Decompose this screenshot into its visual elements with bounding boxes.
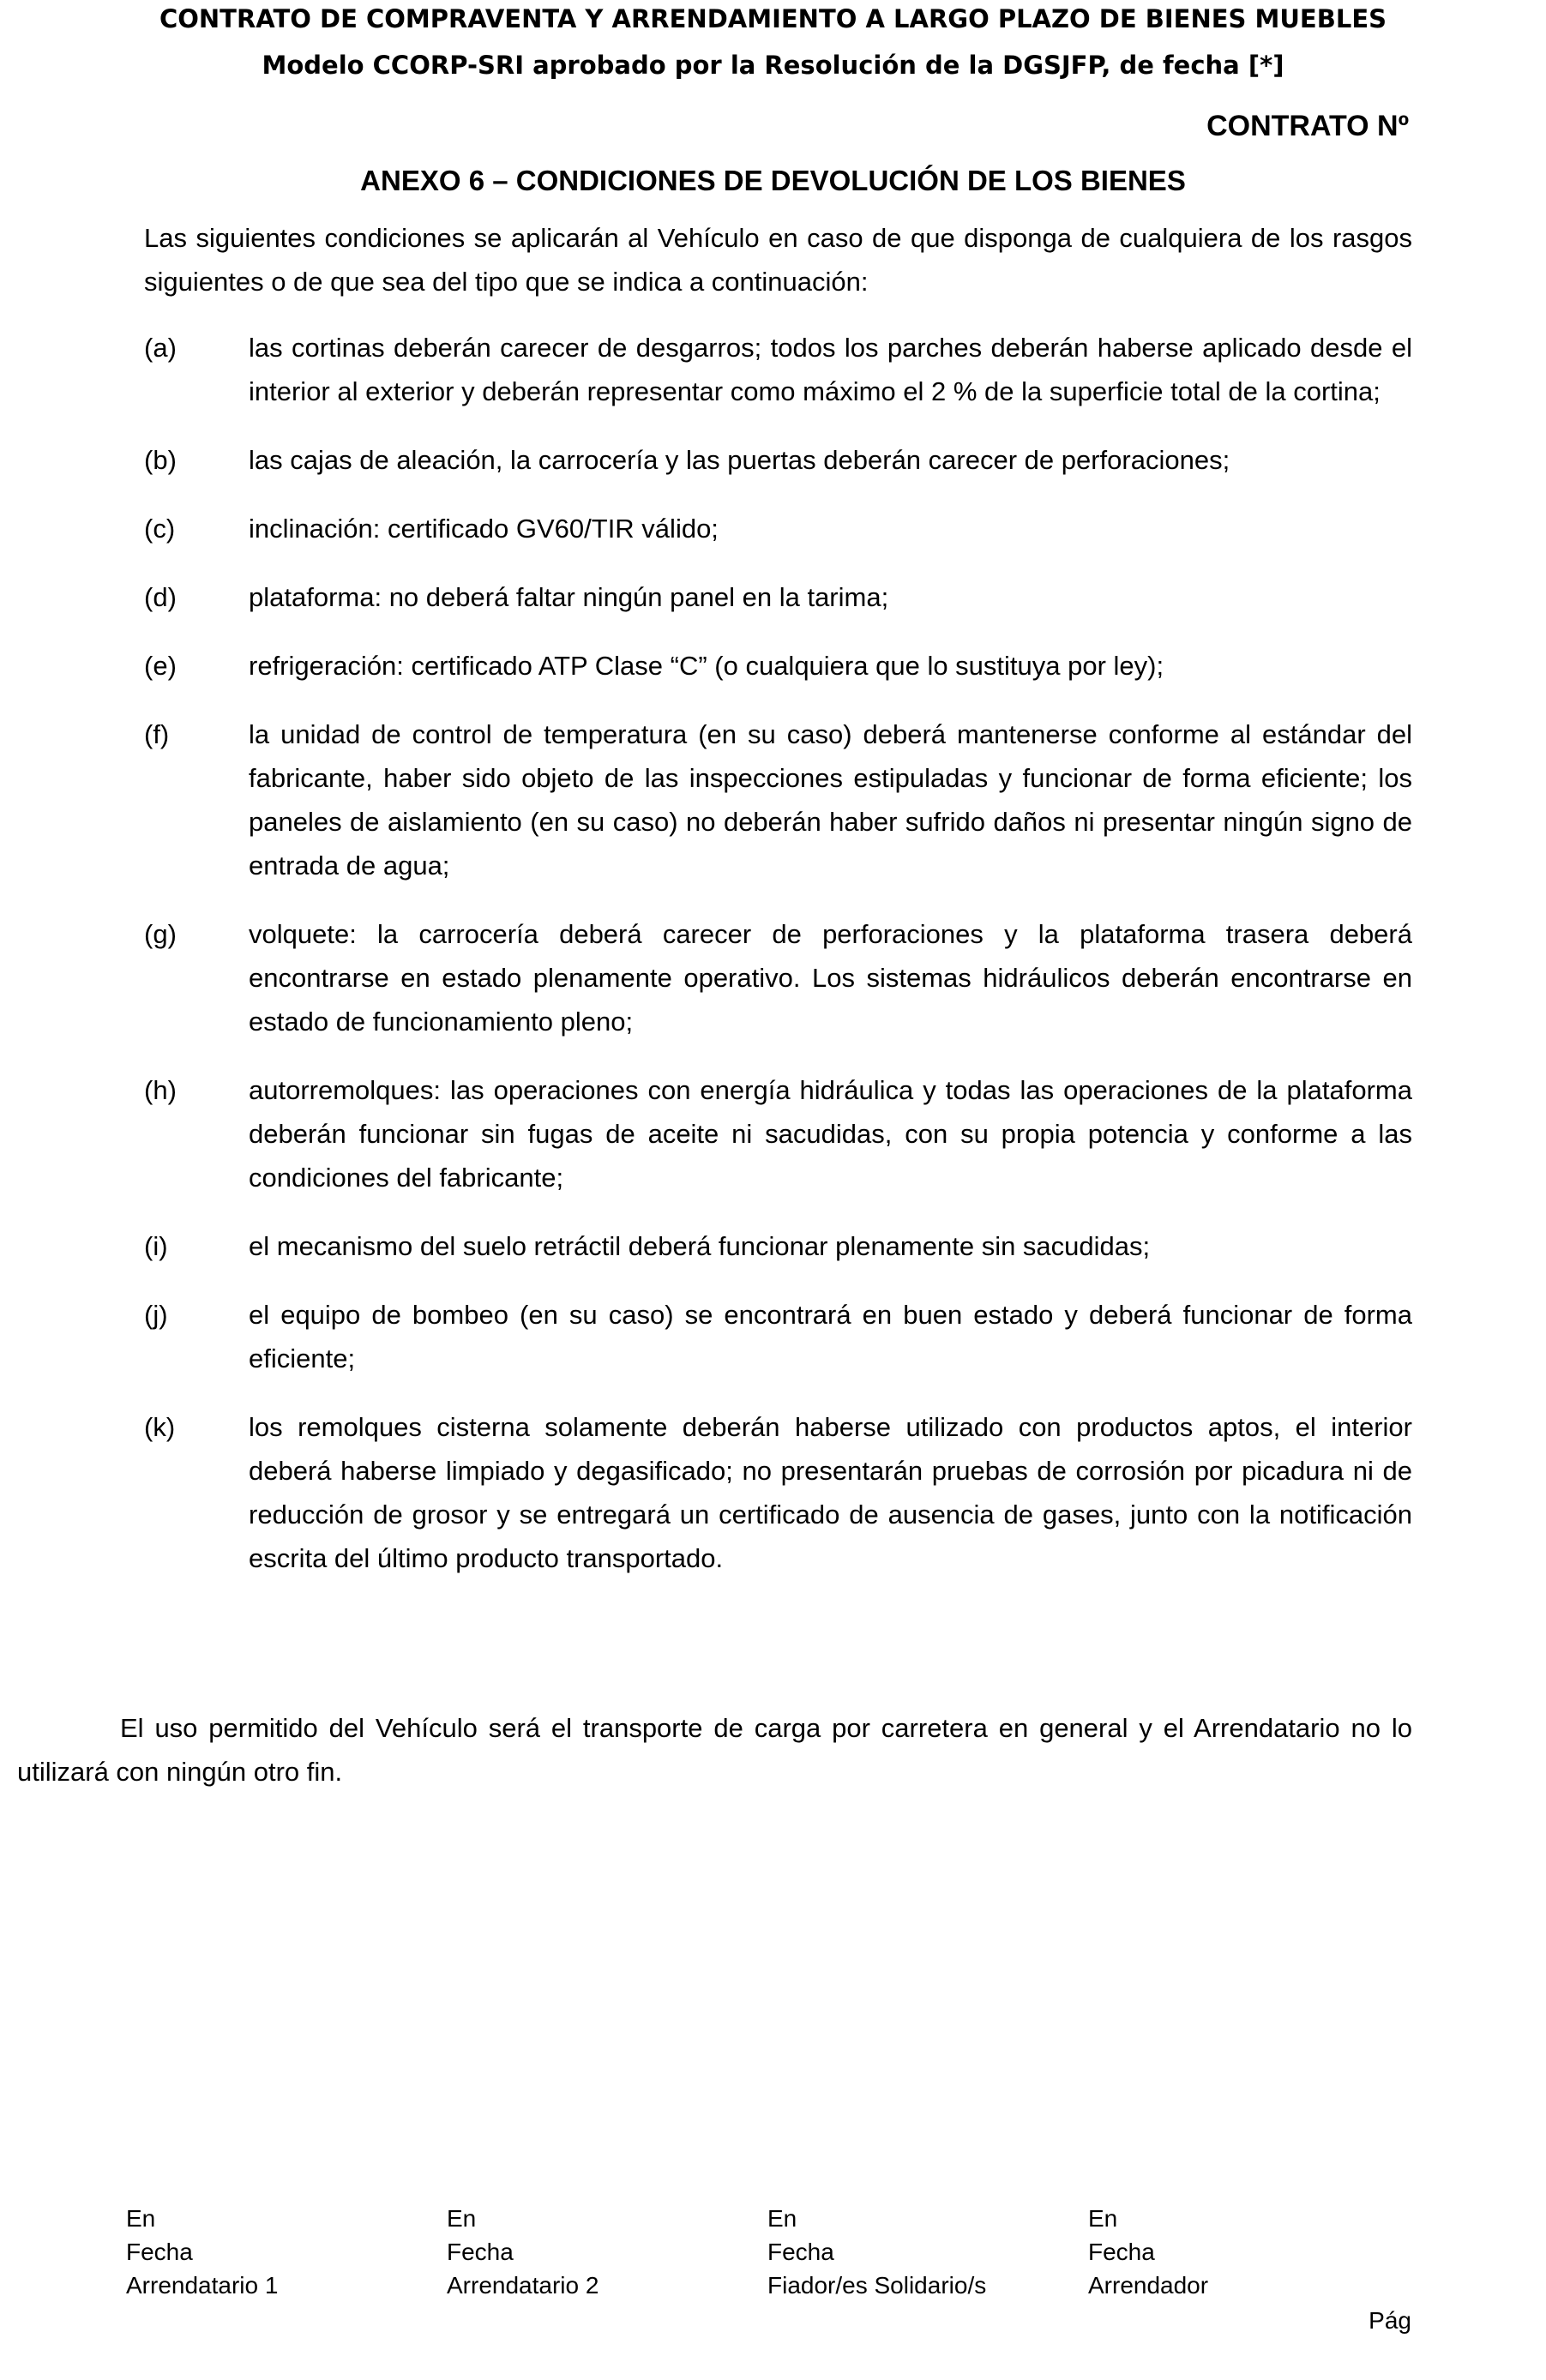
item-text: refrigeración: certificado ATP Clase “C” (o cualquiera que lo sustituya por ley); — [249, 651, 1164, 681]
conditions-list — [144, 326, 1412, 1605]
item-label: (k) — [144, 1412, 176, 1442]
list-item — [144, 1068, 1412, 1199]
list-item — [144, 1405, 1412, 1580]
item-text: los remolques cisterna solamente deberán haberse utilizado con productos aptos, el interior deberá haberse limpiado y degasificado; no presentarán pruebas de corrosión por picadura ni de reducción de grosor y se entregará un certificado de ausencia de gases, junto con la notificación escrita del último producto transportado. — [249, 1412, 1412, 1573]
signature-party-label: Arrendatario 1 — [126, 2272, 279, 2299]
closing-paragraph: El uso permitido del Vehículo será el transporte de carga por carretera en general y el Arrendatario no lo utilizará con ningún otro fin. — [17, 1713, 1412, 1787]
signature-date-label: Fecha — [447, 2239, 514, 2265]
item-label: (a) — [144, 333, 177, 363]
item-text: el mecanismo del suelo retráctil deberá funcionar plenamente sin sacudidas; — [249, 1231, 1151, 1261]
item-text: las cajas de aleación, la carrocería y las puertas deberán carecer de perforaciones; — [249, 445, 1230, 475]
item-label: (j) — [144, 1300, 168, 1330]
list-item — [144, 1293, 1412, 1380]
document-header-title: CONTRATO DE COMPRAVENTA Y ARRENDAMIENTO A LARGO PLAZO DE BIENES MUEBLES — [159, 4, 1387, 33]
annex-title: ANEXO 6 – CONDICIONES DE DEVOLUCIÓN DE LOS BIENES — [360, 165, 1186, 196]
signature-party-label: Arrendador — [1088, 2272, 1209, 2299]
signature-date-label: Fecha — [767, 2239, 834, 2265]
item-text: las cortinas deberán carecer de desgarros; todos los parches deberán haberse aplicado desde el interior al exterior y deberán representar como máximo el 2 % de la superficie total de la cortina; — [249, 333, 1412, 406]
signature-place-label: En — [1088, 2205, 1118, 2232]
item-label: (f) — [144, 719, 170, 749]
signature-place-label: En — [126, 2205, 156, 2232]
signature-party-label: Arrendatario 2 — [447, 2272, 599, 2299]
item-text: volquete: la carrocería deberá carecer de perforaciones y la plataforma trasera deberá encontrarse en estado plenamente operativo. Los sistemas hidráulicos deberán encontrarse en estado de funcionamiento pleno; — [249, 919, 1412, 1037]
intro-paragraph: Las siguientes condiciones se aplicarán al Vehículo en caso de que disponga de cualquiera de los rasgos siguientes o de que sea del tipo que se indica a continuación: — [144, 223, 1412, 297]
list-item — [144, 644, 1412, 688]
list-item — [144, 712, 1412, 887]
signature-party-label: Fiador/es Solidario/s — [767, 2272, 987, 2299]
list-item — [144, 912, 1412, 1043]
item-label: (h) — [144, 1075, 177, 1105]
signature-block-arrendador — [1088, 2202, 1397, 2302]
item-text: autorremolques: las operaciones con energía hidráulica y todas las operaciones de la plataforma deberán funcionar sin fugas de aceite ni sacudidas, con su propia potencia y conforme a las condiciones del fabricante; — [249, 1075, 1412, 1193]
signature-date-label: Fecha — [1088, 2239, 1155, 2265]
page-number-label: Pág — [1369, 2307, 1411, 2334]
item-label: (i) — [144, 1231, 168, 1261]
item-text: plataforma: no deberá faltar ningún panel en la tarima; — [249, 582, 889, 612]
item-text: la unidad de control de temperatura (en su caso) deberá mantenerse conforme al estándar del fabricante, haber sido objeto de las inspecciones estipuladas y funcionar de forma eficiente; los paneles de aislamiento (en su caso) no deberán haber sufrido daños ni presentar ningún signo de entrada de agua; — [249, 719, 1412, 880]
document-header-subtitle: Modelo CCORP-SRI aprobado por la Resolución de la DGSJFP, de fecha [*] — [262, 51, 1284, 80]
list-item — [144, 1224, 1412, 1268]
signature-date-label: Fecha — [126, 2239, 193, 2265]
signature-place-label: En — [767, 2205, 797, 2232]
item-label: (b) — [144, 445, 177, 475]
list-item — [144, 507, 1412, 550]
item-text: el equipo de bombeo (en su caso) se encontrará en buen estado y deberá funcionar de forma eficiente; — [249, 1300, 1412, 1373]
item-text: inclinación: certificado GV60/TIR válido; — [249, 514, 719, 544]
item-label: (g) — [144, 919, 177, 949]
signature-place-label: En — [447, 2205, 477, 2232]
item-label: (d) — [144, 582, 177, 612]
list-item — [144, 575, 1412, 619]
item-label: (c) — [144, 514, 176, 544]
signature-block-arrendatario-2 — [447, 2202, 755, 2302]
item-label: (e) — [144, 651, 177, 681]
list-item — [144, 326, 1412, 413]
contract-number-label: CONTRATO Nº — [1206, 110, 1409, 142]
signature-block-fiador — [767, 2202, 1076, 2302]
list-item — [144, 438, 1412, 482]
signature-block-arrendatario-1 — [126, 2202, 435, 2302]
